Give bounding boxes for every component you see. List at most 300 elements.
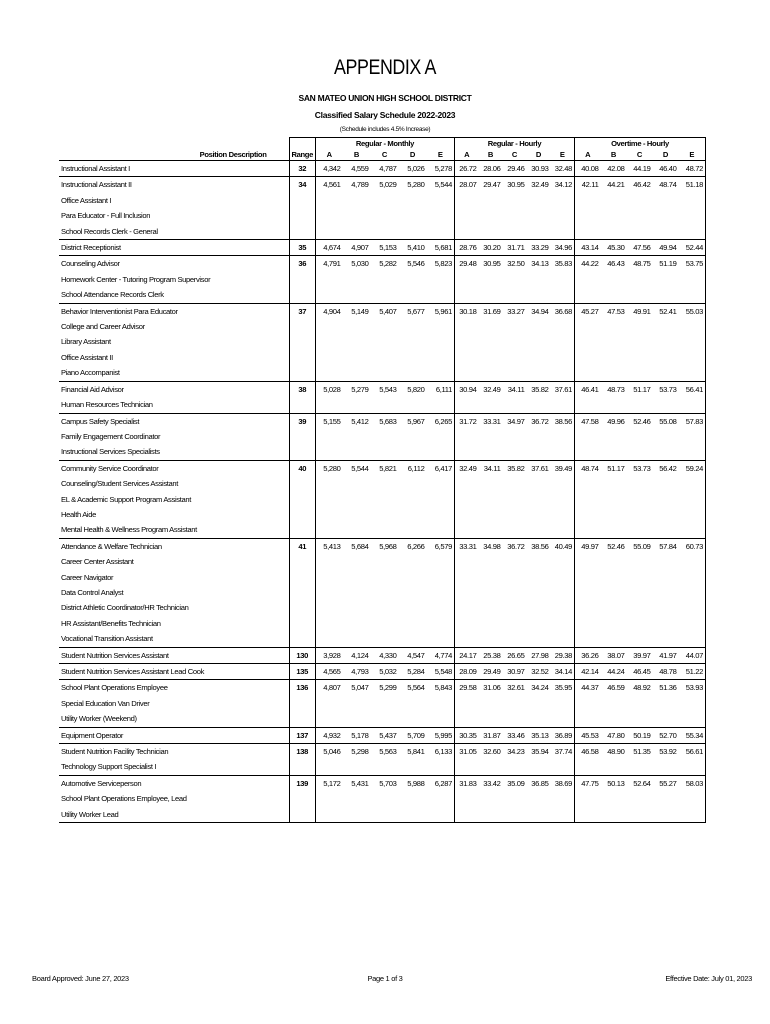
range-cell [289, 319, 315, 334]
overtime-value-cell [626, 585, 652, 600]
hourly-value-cell [550, 365, 574, 381]
overtime-value-cell: 52.46 [600, 538, 626, 554]
monthly-value-cell: 5,299 [370, 680, 398, 696]
hourly-value-cell [478, 696, 502, 711]
monthly-value-cell [426, 791, 454, 806]
position-cell: Technology Support Specialist I [61, 762, 157, 772]
overtime-value-cell [574, 522, 600, 538]
hourly-value-cell: 31.06 [478, 680, 502, 696]
hourly-value-cell [550, 272, 574, 287]
monthly-value-cell [426, 585, 454, 600]
table-row [59, 224, 705, 240]
monthly-value-cell: 4,774 [426, 647, 454, 663]
overtime-value-cell [678, 272, 705, 287]
overtime-value-cell: 52.64 [626, 775, 652, 791]
overtime-value-cell [626, 272, 652, 287]
hourly-value-cell: 36.89 [550, 727, 574, 743]
hourly-value-cell [478, 759, 502, 775]
overtime-value-cell [626, 350, 652, 365]
hourly-value-cell [550, 224, 574, 240]
hourly-value-cell [502, 429, 526, 444]
monthly-value-cell [370, 350, 398, 365]
position-cell: Student Nutrition Services Assistant Lead Cook [59, 664, 289, 680]
hourly-value-cell: 32.52 [526, 664, 550, 680]
monthly-value-cell [398, 429, 426, 444]
overtime-value-cell: 57.84 [652, 538, 678, 554]
hourly-value-cell: 34.14 [550, 664, 574, 680]
hourly-value-cell [478, 365, 502, 381]
hourly-value-cell [502, 807, 526, 823]
overtime-value-cell: 47.75 [574, 775, 600, 791]
overtime-value-cell: 46.42 [626, 177, 652, 193]
monthly-value-cell [398, 554, 426, 569]
monthly-value-cell [342, 429, 370, 444]
hourly-value-cell: 31.87 [478, 727, 502, 743]
position-cell: Student Nutrition Services Assistant [59, 647, 289, 663]
monthly-value-cell [426, 570, 454, 585]
monthly-value-cell: 4,791 [315, 256, 342, 272]
overtime-value-cell: 47.58 [574, 413, 600, 429]
monthly-value-cell [315, 365, 342, 381]
monthly-value-cell [426, 554, 454, 569]
hourly-value-cell [526, 272, 550, 287]
overtime-value-cell [626, 807, 652, 823]
overtime-value-cell: 57.83 [678, 413, 705, 429]
hourly-value-cell [478, 570, 502, 585]
overtime-value-cell: 45.27 [574, 303, 600, 319]
overtime-value-cell [652, 476, 678, 491]
hourly-value-cell [454, 696, 478, 711]
monthly-value-cell: 5,967 [398, 413, 426, 429]
monthly-value-cell [426, 287, 454, 303]
overtime-value-cell: 44.22 [574, 256, 600, 272]
table-row [59, 631, 705, 647]
range-cell: 34 [289, 177, 315, 193]
table-row [59, 696, 705, 711]
overtime-value-cell: 40.08 [574, 161, 600, 177]
overtime-value-cell [626, 334, 652, 349]
overtime-value-cell: 49.97 [574, 538, 600, 554]
hourly-value-cell: 35.09 [502, 775, 526, 791]
hourly-value-cell [550, 711, 574, 727]
monthly-value-cell: 4,807 [315, 680, 342, 696]
position-cell: Office Assistant II [61, 352, 113, 362]
table-row [59, 775, 705, 791]
hourly-value-cell [526, 759, 550, 775]
hourly-value-cell [502, 791, 526, 806]
hourly-value-cell [526, 444, 550, 460]
overtime-value-cell [678, 444, 705, 460]
range-cell [289, 600, 315, 615]
monthly-value-cell: 5,284 [398, 664, 426, 680]
overtime-value-cell [600, 492, 626, 507]
monthly-value-cell: 5,279 [342, 381, 370, 397]
hourly-value-cell: 37.61 [550, 381, 574, 397]
overtime-value-cell: 47.53 [600, 303, 626, 319]
monthly-value-cell [398, 696, 426, 711]
overtime-value-cell: 55.34 [678, 727, 705, 743]
monthly-value-cell: 5,841 [398, 744, 426, 760]
position-cell: Special Education Van Driver [61, 698, 150, 708]
hourly-value-cell [526, 791, 550, 806]
monthly-value-cell [342, 711, 370, 727]
overtime-value-cell: 48.74 [652, 177, 678, 193]
position-cell: Attendance & Welfare Technician [59, 538, 289, 554]
hourly-value-cell [502, 208, 526, 223]
overtime-value-cell [678, 429, 705, 444]
monthly-value-cell: 5,709 [398, 727, 426, 743]
hourly-value-cell [502, 397, 526, 413]
overtime-value-cell: 44.24 [600, 664, 626, 680]
overtime-value-cell: 43.14 [574, 240, 600, 256]
hourly-value-cell [478, 193, 502, 208]
group-header-overtime: Overtime - Hourly [574, 138, 705, 150]
monthly-value-cell [342, 631, 370, 647]
monthly-value-cell [342, 365, 370, 381]
overtime-value-cell: 48.74 [574, 460, 600, 476]
overtime-value-cell: 45.53 [574, 727, 600, 743]
overtime-value-cell [626, 365, 652, 381]
hourly-value-cell [526, 616, 550, 631]
monthly-value-cell [315, 492, 342, 507]
monthly-value-cell [315, 193, 342, 208]
hourly-value-cell [502, 759, 526, 775]
position-cell: District Athletic Coordinator/HR Technician [61, 603, 189, 613]
table-row [59, 303, 705, 319]
hourly-value-cell: 37.74 [550, 744, 574, 760]
monthly-value-cell: 5,413 [315, 538, 342, 554]
position-cell: Automotive Serviceperson [59, 775, 289, 791]
monthly-value-cell [426, 334, 454, 349]
range-cell [289, 193, 315, 208]
hourly-value-cell [478, 600, 502, 615]
monthly-value-cell: 6,266 [398, 538, 426, 554]
step-header: D [662, 150, 669, 159]
monthly-value-cell: 5,544 [426, 177, 454, 193]
overtime-value-cell: 51.18 [678, 177, 705, 193]
monthly-value-cell [426, 476, 454, 491]
hourly-value-cell [550, 193, 574, 208]
step-header: D [409, 150, 416, 159]
monthly-value-cell [370, 476, 398, 491]
position-cell: School Plant Operations Employee, Lead [61, 794, 187, 804]
hourly-value-cell [550, 631, 574, 647]
overtime-value-cell: 50.13 [600, 775, 626, 791]
hourly-value-cell: 30.95 [478, 256, 502, 272]
range-cell: 139 [289, 775, 315, 791]
monthly-value-cell: 6,133 [426, 744, 454, 760]
monthly-value-cell: 5,968 [370, 538, 398, 554]
hourly-value-cell [502, 616, 526, 631]
range-cell: 40 [289, 460, 315, 476]
hourly-value-cell: 34.94 [526, 303, 550, 319]
monthly-value-cell [370, 334, 398, 349]
overtime-value-cell [678, 631, 705, 647]
hourly-value-cell [550, 397, 574, 413]
hourly-value-cell: 36.85 [526, 775, 550, 791]
hourly-value-cell [478, 334, 502, 349]
monthly-value-cell [315, 476, 342, 491]
monthly-value-cell [370, 397, 398, 413]
hourly-value-cell: 32.61 [502, 680, 526, 696]
monthly-value-cell [315, 507, 342, 522]
hourly-value-cell [526, 522, 550, 538]
overtime-value-cell [652, 711, 678, 727]
overtime-value-cell [600, 759, 626, 775]
monthly-value-cell: 5,995 [426, 727, 454, 743]
table-row [59, 397, 705, 413]
overtime-value-cell [678, 759, 705, 775]
hourly-value-cell: 28.09 [454, 664, 478, 680]
hourly-value-cell [550, 616, 574, 631]
step-header: D [535, 150, 542, 159]
overtime-value-cell [678, 365, 705, 381]
hourly-value-cell: 26.72 [454, 161, 478, 177]
monthly-value-cell [398, 807, 426, 823]
table-row [59, 616, 705, 631]
position-cell: District Receptionist [59, 240, 289, 256]
table-row [59, 680, 705, 696]
monthly-value-cell: 4,124 [342, 647, 370, 663]
hourly-value-cell [502, 507, 526, 522]
hourly-value-cell: 35.13 [526, 727, 550, 743]
table-row [59, 492, 705, 507]
hourly-value-cell [550, 208, 574, 223]
table-row [59, 600, 705, 615]
overtime-value-cell: 38.07 [600, 647, 626, 663]
hourly-value-cell [502, 492, 526, 507]
hourly-value-cell [478, 272, 502, 287]
hourly-value-cell [478, 522, 502, 538]
hourly-value-cell: 31.05 [454, 744, 478, 760]
overtime-value-cell [574, 791, 600, 806]
table-row [59, 350, 705, 365]
hourly-value-cell: 30.97 [502, 664, 526, 680]
monthly-value-cell: 5,178 [342, 727, 370, 743]
monthly-value-cell [370, 791, 398, 806]
table-row [59, 554, 705, 569]
overtime-value-cell [600, 444, 626, 460]
hourly-value-cell [478, 807, 502, 823]
hourly-value-cell [550, 570, 574, 585]
overtime-value-cell: 42.14 [574, 664, 600, 680]
range-cell: 35 [289, 240, 315, 256]
monthly-value-cell [315, 444, 342, 460]
monthly-value-cell [370, 807, 398, 823]
position-cell: Human Resources Technician [61, 400, 153, 410]
monthly-value-cell [315, 711, 342, 727]
overtime-value-cell [600, 554, 626, 569]
overtime-value-cell [574, 287, 600, 303]
overtime-value-cell [600, 365, 626, 381]
monthly-value-cell [342, 616, 370, 631]
monthly-value-cell [315, 287, 342, 303]
overtime-value-cell [678, 570, 705, 585]
monthly-value-cell [370, 193, 398, 208]
monthly-value-cell [370, 616, 398, 631]
board-approved-date: Board Approved: June 27, 2023 [32, 974, 129, 983]
overtime-value-cell [574, 444, 600, 460]
hourly-value-cell: 33.46 [502, 727, 526, 743]
hourly-value-cell [550, 696, 574, 711]
overtime-value-cell [626, 711, 652, 727]
hourly-value-cell: 38.56 [526, 538, 550, 554]
monthly-value-cell: 4,907 [342, 240, 370, 256]
overtime-value-cell [574, 807, 600, 823]
position-cell: EL & Academic Support Program Assistant [61, 494, 191, 504]
monthly-value-cell: 5,544 [342, 460, 370, 476]
monthly-value-cell [342, 554, 370, 569]
hourly-value-cell [454, 224, 478, 240]
monthly-value-cell [370, 711, 398, 727]
hourly-value-cell [526, 319, 550, 334]
step-header: B [610, 150, 617, 159]
monthly-value-cell: 5,563 [370, 744, 398, 760]
hourly-value-cell [502, 476, 526, 491]
table-row [59, 522, 705, 538]
step-header: C [511, 150, 518, 159]
table-row [59, 429, 705, 444]
hourly-value-cell [550, 554, 574, 569]
overtime-value-cell [652, 365, 678, 381]
overtime-value-cell [678, 616, 705, 631]
monthly-value-cell [342, 350, 370, 365]
monthly-value-cell [315, 429, 342, 444]
overtime-value-cell [574, 585, 600, 600]
overtime-value-cell [652, 224, 678, 240]
hourly-value-cell: 29.47 [478, 177, 502, 193]
position-cell: Counseling/Student Services Assistant [61, 479, 179, 489]
range-cell [289, 224, 315, 240]
hourly-value-cell: 28.76 [454, 240, 478, 256]
range-cell [289, 334, 315, 349]
monthly-value-cell [398, 224, 426, 240]
monthly-value-cell [370, 570, 398, 585]
overtime-value-cell [652, 570, 678, 585]
overtime-value-cell [678, 507, 705, 522]
overtime-value-cell: 52.41 [652, 303, 678, 319]
monthly-value-cell: 5,149 [342, 303, 370, 319]
overtime-value-cell [600, 319, 626, 334]
hourly-value-cell [454, 570, 478, 585]
range-cell [289, 585, 315, 600]
monthly-value-cell [398, 208, 426, 223]
hourly-value-cell: 33.31 [454, 538, 478, 554]
overtime-value-cell [574, 554, 600, 569]
overtime-value-cell: 48.90 [600, 744, 626, 760]
monthly-value-cell: 5,821 [370, 460, 398, 476]
monthly-value-cell: 4,787 [370, 161, 398, 177]
monthly-value-cell [342, 397, 370, 413]
hourly-value-cell [478, 711, 502, 727]
overtime-value-cell [652, 350, 678, 365]
monthly-value-cell: 5,543 [370, 381, 398, 397]
overtime-value-cell [652, 507, 678, 522]
hourly-value-cell: 27.98 [526, 647, 550, 663]
position-cell: Utility Worker Lead [59, 807, 289, 823]
overtime-value-cell [652, 522, 678, 538]
overtime-value-cell [652, 631, 678, 647]
hourly-value-cell [550, 791, 574, 806]
hourly-value-cell [478, 350, 502, 365]
hourly-value-cell [550, 476, 574, 491]
overtime-value-cell: 48.72 [678, 161, 705, 177]
position-cell: Student Nutrition Facility Technician [59, 744, 289, 760]
monthly-value-cell: 5,280 [398, 177, 426, 193]
hourly-value-cell [526, 554, 550, 569]
table-row [59, 208, 705, 223]
overtime-value-cell: 47.56 [626, 240, 652, 256]
overtime-value-cell: 53.93 [678, 680, 705, 696]
overtime-value-cell: 52.44 [678, 240, 705, 256]
monthly-value-cell: 5,047 [342, 680, 370, 696]
hourly-value-cell [550, 585, 574, 600]
monthly-value-cell [315, 759, 342, 775]
position-cell: Behavior Interventionist Para Educator [59, 303, 289, 319]
table-row [59, 507, 705, 522]
monthly-value-cell [342, 600, 370, 615]
overtime-value-cell: 58.03 [678, 775, 705, 791]
overtime-value-cell: 51.17 [626, 381, 652, 397]
monthly-value-cell [342, 507, 370, 522]
monthly-value-cell: 6,111 [426, 381, 454, 397]
hourly-value-cell: 35.83 [550, 256, 574, 272]
monthly-value-cell [426, 208, 454, 223]
hourly-value-cell: 32.48 [550, 161, 574, 177]
table-row [59, 444, 705, 460]
hourly-value-cell [526, 507, 550, 522]
monthly-value-cell: 6,579 [426, 538, 454, 554]
monthly-value-cell [370, 319, 398, 334]
monthly-value-cell: 4,559 [342, 161, 370, 177]
overtime-value-cell [574, 224, 600, 240]
overtime-value-cell [678, 554, 705, 569]
hourly-value-cell [454, 476, 478, 491]
monthly-value-cell [398, 631, 426, 647]
monthly-value-cell [370, 287, 398, 303]
monthly-value-cell [370, 492, 398, 507]
hourly-value-cell [478, 616, 502, 631]
overtime-value-cell: 50.19 [626, 727, 652, 743]
table-row [59, 664, 705, 680]
overtime-value-cell [600, 334, 626, 349]
monthly-value-cell: 5,412 [342, 413, 370, 429]
overtime-value-cell [626, 476, 652, 491]
monthly-value-cell [398, 319, 426, 334]
overtime-value-cell: 48.75 [626, 256, 652, 272]
hourly-value-cell: 34.96 [550, 240, 574, 256]
monthly-value-cell [398, 350, 426, 365]
monthly-value-cell [398, 585, 426, 600]
monthly-value-cell [342, 476, 370, 491]
overtime-value-cell [652, 444, 678, 460]
overtime-value-cell [600, 696, 626, 711]
monthly-value-cell: 5,431 [342, 775, 370, 791]
position-cell: Utility Worker (Weekend) [61, 714, 137, 724]
range-cell [289, 807, 315, 823]
monthly-value-cell: 4,547 [398, 647, 426, 663]
table-row [59, 177, 705, 193]
hourly-value-cell: 26.65 [502, 647, 526, 663]
hourly-value-cell: 29.46 [502, 161, 526, 177]
monthly-value-cell [426, 397, 454, 413]
hourly-value-cell: 32.49 [478, 381, 502, 397]
hourly-value-cell: 32.49 [454, 460, 478, 476]
hourly-value-cell [454, 287, 478, 303]
hourly-value-cell [478, 287, 502, 303]
overtime-value-cell [678, 287, 705, 303]
position-cell: Family Engagement Coordinator [61, 431, 161, 441]
